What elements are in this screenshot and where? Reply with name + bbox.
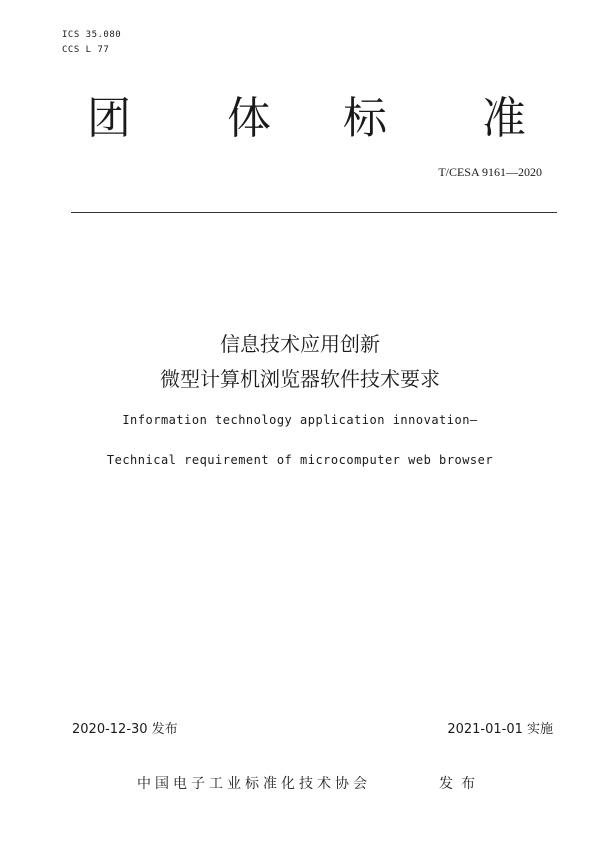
standard-type-char-1: 团 xyxy=(87,93,131,144)
publisher-action: 发布 xyxy=(439,776,483,792)
standard-type-char-4: 准 xyxy=(482,93,526,144)
title-en-line-2: Technical requirement of microcomputer web browser xyxy=(106,453,494,467)
standard-number: T/CESA 9161—2020 xyxy=(438,165,542,179)
ics-code: ICS 35.080 xyxy=(62,30,122,40)
title-en-line-1: Information technology application innovation— xyxy=(122,413,478,427)
header-divider xyxy=(71,212,557,213)
implement-date: 2021-01-01 实施 xyxy=(447,722,553,737)
publisher-org: 中国电子工业标准化技术协会 xyxy=(137,776,371,792)
title-cn-line-2: 微型计算机浏览器软件技术要求 xyxy=(160,367,440,391)
publish-date: 2020-12-30 发布 xyxy=(72,722,178,737)
ccs-code: CCS L 77 xyxy=(62,45,110,55)
standard-type-char-3: 标 xyxy=(343,93,387,144)
standard-type-char-2: 体 xyxy=(227,93,271,144)
title-cn-line-1: 信息技术应用创新 xyxy=(220,332,380,356)
